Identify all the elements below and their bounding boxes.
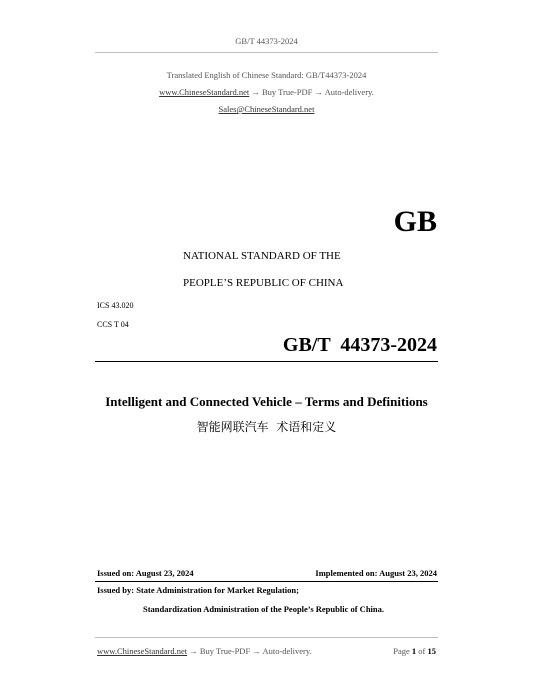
national-standard-line1: NATIONAL STANDARD OF THE xyxy=(183,250,341,262)
issue-divider xyxy=(95,581,438,582)
footer-site-link[interactable]: www.ChineseStandard.net xyxy=(97,646,188,656)
of-label: of xyxy=(418,646,426,656)
running-header: GB/T 44373-2024 xyxy=(235,36,298,46)
issued-on: Issued on: August 23, 2024 xyxy=(97,568,194,578)
header-divider xyxy=(95,52,438,53)
implemented-on: Implemented on: August 23, 2024 xyxy=(315,568,437,578)
issued-by-2: Standardization Administration of the People’s Republic of China. xyxy=(143,604,385,614)
standard-number: GB/T 44373-2024 xyxy=(282,334,437,356)
buy-line xyxy=(0,87,533,97)
page-indicator xyxy=(393,646,436,656)
footer-buy-text: → Buy True-PDF → Auto-delivery. xyxy=(189,646,312,656)
national-standard-line2: PEOPLE’S REPUBLIC OF CHINA xyxy=(183,277,344,289)
page-label: Page xyxy=(393,646,410,656)
ccs-code: CCS T 04 xyxy=(97,320,129,329)
total-pages: 15 xyxy=(427,646,436,656)
gb-mark: GB xyxy=(393,205,437,238)
issued-by: Issued by: State Administration for Market Regulation; xyxy=(97,585,299,595)
title-chinese: 智能网联汽车 术语和定义 xyxy=(196,420,337,434)
title-english: Intelligent and Connected Vehicle – Terms and Definitions xyxy=(105,394,428,409)
email-line xyxy=(0,104,533,114)
ics-code: ICS 43.020 xyxy=(97,301,134,310)
sales-email-link[interactable]: Sales@ChineseStandard.net xyxy=(218,104,315,114)
footer-divider xyxy=(95,637,438,638)
page-number: 1 xyxy=(411,646,417,656)
translation-note: Translated English of Chinese Standard: GB/T44373-2024 xyxy=(166,70,367,80)
number-divider xyxy=(95,361,438,362)
footer-buy-line xyxy=(97,646,312,656)
site-link[interactable]: www.ChineseStandard.net xyxy=(159,87,250,97)
buy-text: → Buy True-PDF → Auto-delivery. xyxy=(251,87,374,97)
